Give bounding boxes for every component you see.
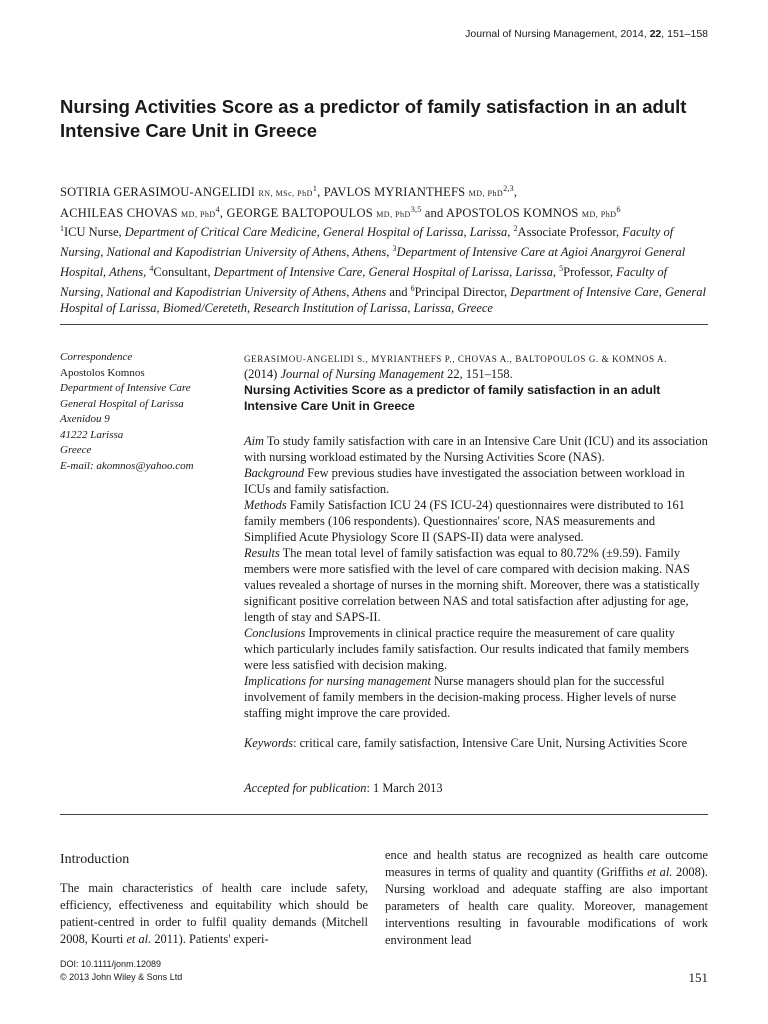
page-number: 151 xyxy=(688,970,708,985)
keywords-text: : critical care, family satisfaction, Intensive Care Unit, Nursing Activities Score xyxy=(293,736,688,750)
abstract-label: Conclusions xyxy=(244,626,306,640)
correspondence-city: 41222 Larissa xyxy=(60,428,124,441)
abstract-label: Results xyxy=(244,546,280,560)
affil-sup: 4 xyxy=(149,263,154,273)
citation-authors: GERASIMOU-ANGELIDI S., MYRIANTHEFS P., CHOVAS A., BALTOPOULOS G. & KOMNOS A. xyxy=(244,354,667,364)
affil-sup: 6 xyxy=(410,283,415,293)
correspondence-country: Greece xyxy=(60,444,92,456)
divider-top xyxy=(60,324,708,325)
abstract-label: Methods xyxy=(244,498,287,512)
author-name: , GEORGE BALTOPOULOS xyxy=(219,206,373,221)
author-affil-sup: 4 xyxy=(215,205,220,215)
affil-role: Professor, xyxy=(563,265,617,280)
abstract-text: The mean total level of family satisfaction was equal to 80.72% (±9.59). Family members were more satisfied with the level of care compared with decision making. NAS values revealed a shortage of nurses in the morning shift. Moreover, there was a statistically significant positive correlation between NAS and total satisfaction after adjusting for age, length of stay and SAPS-II. xyxy=(244,546,700,624)
correspondence-street: Axenidou 9 xyxy=(60,413,110,425)
abstract-text: Improvements in clinical practice require the measurement of care quality which particularly includes family satisfaction. Our results indicated that family members were less satisfied with decision making. xyxy=(244,626,689,672)
abstract-text: Nurse managers should plan for the successful involvement of family members in the decision-making process. Higher levels of nurse staffing might improve the care provided. xyxy=(244,674,677,720)
author-degree: MD, PhD xyxy=(581,210,617,220)
author-degree: MD, PhD xyxy=(468,189,504,199)
body-text: ence and health status are recognized as health care outcome measures in terms of quality and quantity (Griffiths xyxy=(385,848,708,879)
abstract-label: Background xyxy=(244,466,305,480)
affil-role: Principal Director, xyxy=(414,285,511,300)
journal-volume: 22 xyxy=(649,28,662,40)
author-affil-sup: 3,5 xyxy=(410,205,422,215)
abstract-results xyxy=(244,545,708,625)
correspondence-hospital: General Hospital of Larissa xyxy=(60,397,184,410)
abstract-methods xyxy=(244,497,708,545)
affil-role: ICU Nurse, xyxy=(64,225,125,240)
doi-text[interactable]: DOI: 10.1111/jonm.12089 xyxy=(60,959,162,969)
keywords-label: Keywords xyxy=(244,736,294,750)
citation-journal: Journal of Nursing Management xyxy=(280,367,444,382)
affil-role: Consultant, xyxy=(153,265,214,280)
author-name: SOTIRIA GERASIMOU-ANGELIDI xyxy=(60,185,256,200)
abstract-conclusions xyxy=(244,625,708,673)
body-text: The main characteristics of health care include safety, efficiency, effectiveness and equitability which should be patient-centred in order to fulfil quality demands (Mitchell 2008, Kourti xyxy=(60,881,368,946)
affil-sup: 1 xyxy=(60,224,64,233)
abstract xyxy=(244,433,708,721)
accepted-text: : 1 March 2013 xyxy=(366,781,443,795)
abstract-text: Family Satisfaction ICU 24 (FS ICU-24) questionnaires were distributed to 161 family members (106 respondents). Questionnaires' score, NAS measurements and Simplified Acute Physiology Score II (SAPS-II) data were analysed. xyxy=(244,498,685,544)
affil-institution: Department of Intensive Care, General Hospital of Larissa, Larissa, xyxy=(213,265,557,280)
body-text-italic: et al. xyxy=(126,932,152,946)
affil-institution: Faculty of Nursing, National and Kapodistrian University of Athens, Athens, xyxy=(60,225,674,260)
intro-column-left xyxy=(60,880,368,948)
author-affil-sup: 2,3 xyxy=(503,184,514,193)
correspondence-heading: Correspondence xyxy=(60,351,133,363)
correspondence-dept: Department of Intensive Care xyxy=(60,382,191,394)
author-degree: MD, PhD xyxy=(181,210,216,220)
keywords xyxy=(244,735,708,751)
affil-institution: Department of Critical Care Medicine, General Hospital of Larissa, Larissa, xyxy=(124,225,511,240)
abstract-label: Implications for nursing management xyxy=(244,674,431,688)
body-text: 2011). Patients' experi- xyxy=(151,932,269,946)
article-title: Nursing Activities Score as a predictor of family satisfaction in an adult Intensive Care Unit in Greece xyxy=(60,96,687,141)
author-degree: RN, MSc, PhD xyxy=(258,189,313,199)
journal-pages: , 151–158 xyxy=(661,28,708,40)
correspondence-email[interactable]: E-mail: akomnos@yahoo.com xyxy=(60,459,194,472)
author-name: and APOSTOLOS KOMNOS xyxy=(421,206,579,221)
citation-year: (2014) xyxy=(244,367,281,382)
citation-block xyxy=(244,352,708,414)
abstract-text: To study family satisfaction with care in an Intensive Care Unit (ICU) and its association with nursing workload estimated by the Nursing Activities Score (NAS). xyxy=(244,434,708,464)
abstract-implications xyxy=(244,673,708,721)
divider-bottom xyxy=(60,814,708,815)
abstract-text: Few previous studies have investigated the association between workload in ICUs and family satisfaction. xyxy=(244,466,685,496)
author-affil-sup: 1 xyxy=(312,184,318,193)
affiliations xyxy=(60,221,710,317)
abstract-background xyxy=(244,465,708,497)
accepted-date xyxy=(244,780,708,796)
citation-article-title: Nursing Activities Score as a predictor of family satisfaction in an adult Intensive Care Unit in Greece xyxy=(244,383,661,414)
author-name: ACHILEAS CHOVAS xyxy=(60,206,178,221)
author-degree: MD, PhD xyxy=(376,210,411,220)
author-list: SOTIRIA GERASIMOU-ANGELIDI RN, MSc, PhD$^1$, PAVLOS MYRIANTHEFS MD, PhD$^{2,3}$, ACHILEAS CHOVAS MD, PhD$^4$, GEORGE BALTOPOULOS MD, PhD$^{3,5}$ and APOSTOLOS KOMNOS MD, PhD$^6$ xyxy=(60,184,621,221)
author-affil-sup: 6 xyxy=(616,205,621,215)
affil-sup: 5 xyxy=(559,263,564,273)
body-text: 2008). Nursing workload and adequate staffing are also important parameters of health care quality. Moreover, management interventions resulting in favourable modifications of work environment lead xyxy=(385,865,709,947)
affil-role: Associate Professor, xyxy=(517,225,620,240)
affil-institution: Faculty of Nursing, National and Kapodistrian University of Athens, Athens xyxy=(60,265,668,300)
citation-volume: 22 xyxy=(444,367,460,382)
copyright-text: © 2013 John Wiley & Sons Ltd xyxy=(60,972,183,982)
correspondence-block xyxy=(60,350,230,474)
body-text-italic: et al. xyxy=(647,865,673,879)
affil-conjunction: and xyxy=(386,285,408,300)
journal-header xyxy=(465,28,708,40)
author-name: , PAVLOS MYRIANTHEFS xyxy=(317,185,466,200)
footer-doi xyxy=(60,958,182,984)
affil-institution: Department of Intensive Care at Agioi Anargyroi General Hospital, Athens, xyxy=(60,245,686,280)
abstract-aim xyxy=(244,433,708,465)
journal-prefix: Journal of Nursing Management, 2014, xyxy=(465,28,650,40)
affil-sup: 3 xyxy=(392,243,397,253)
accepted-label: Accepted for publication xyxy=(244,781,367,795)
correspondence-name: Apostolos Komnos xyxy=(60,366,145,379)
section-heading-introduction: Introduction xyxy=(60,852,130,867)
citation-pages: , 151–158. xyxy=(459,367,513,382)
affil-sup: 2 xyxy=(513,224,518,233)
intro-column-right xyxy=(385,847,708,949)
abstract-label: Aim xyxy=(244,434,264,448)
affil-institution: Department of Intensive Care, General Hospital of Larissa, Biomed/Cereteth, Research Institution of Larissa, Larissa, Greece xyxy=(60,285,706,315)
